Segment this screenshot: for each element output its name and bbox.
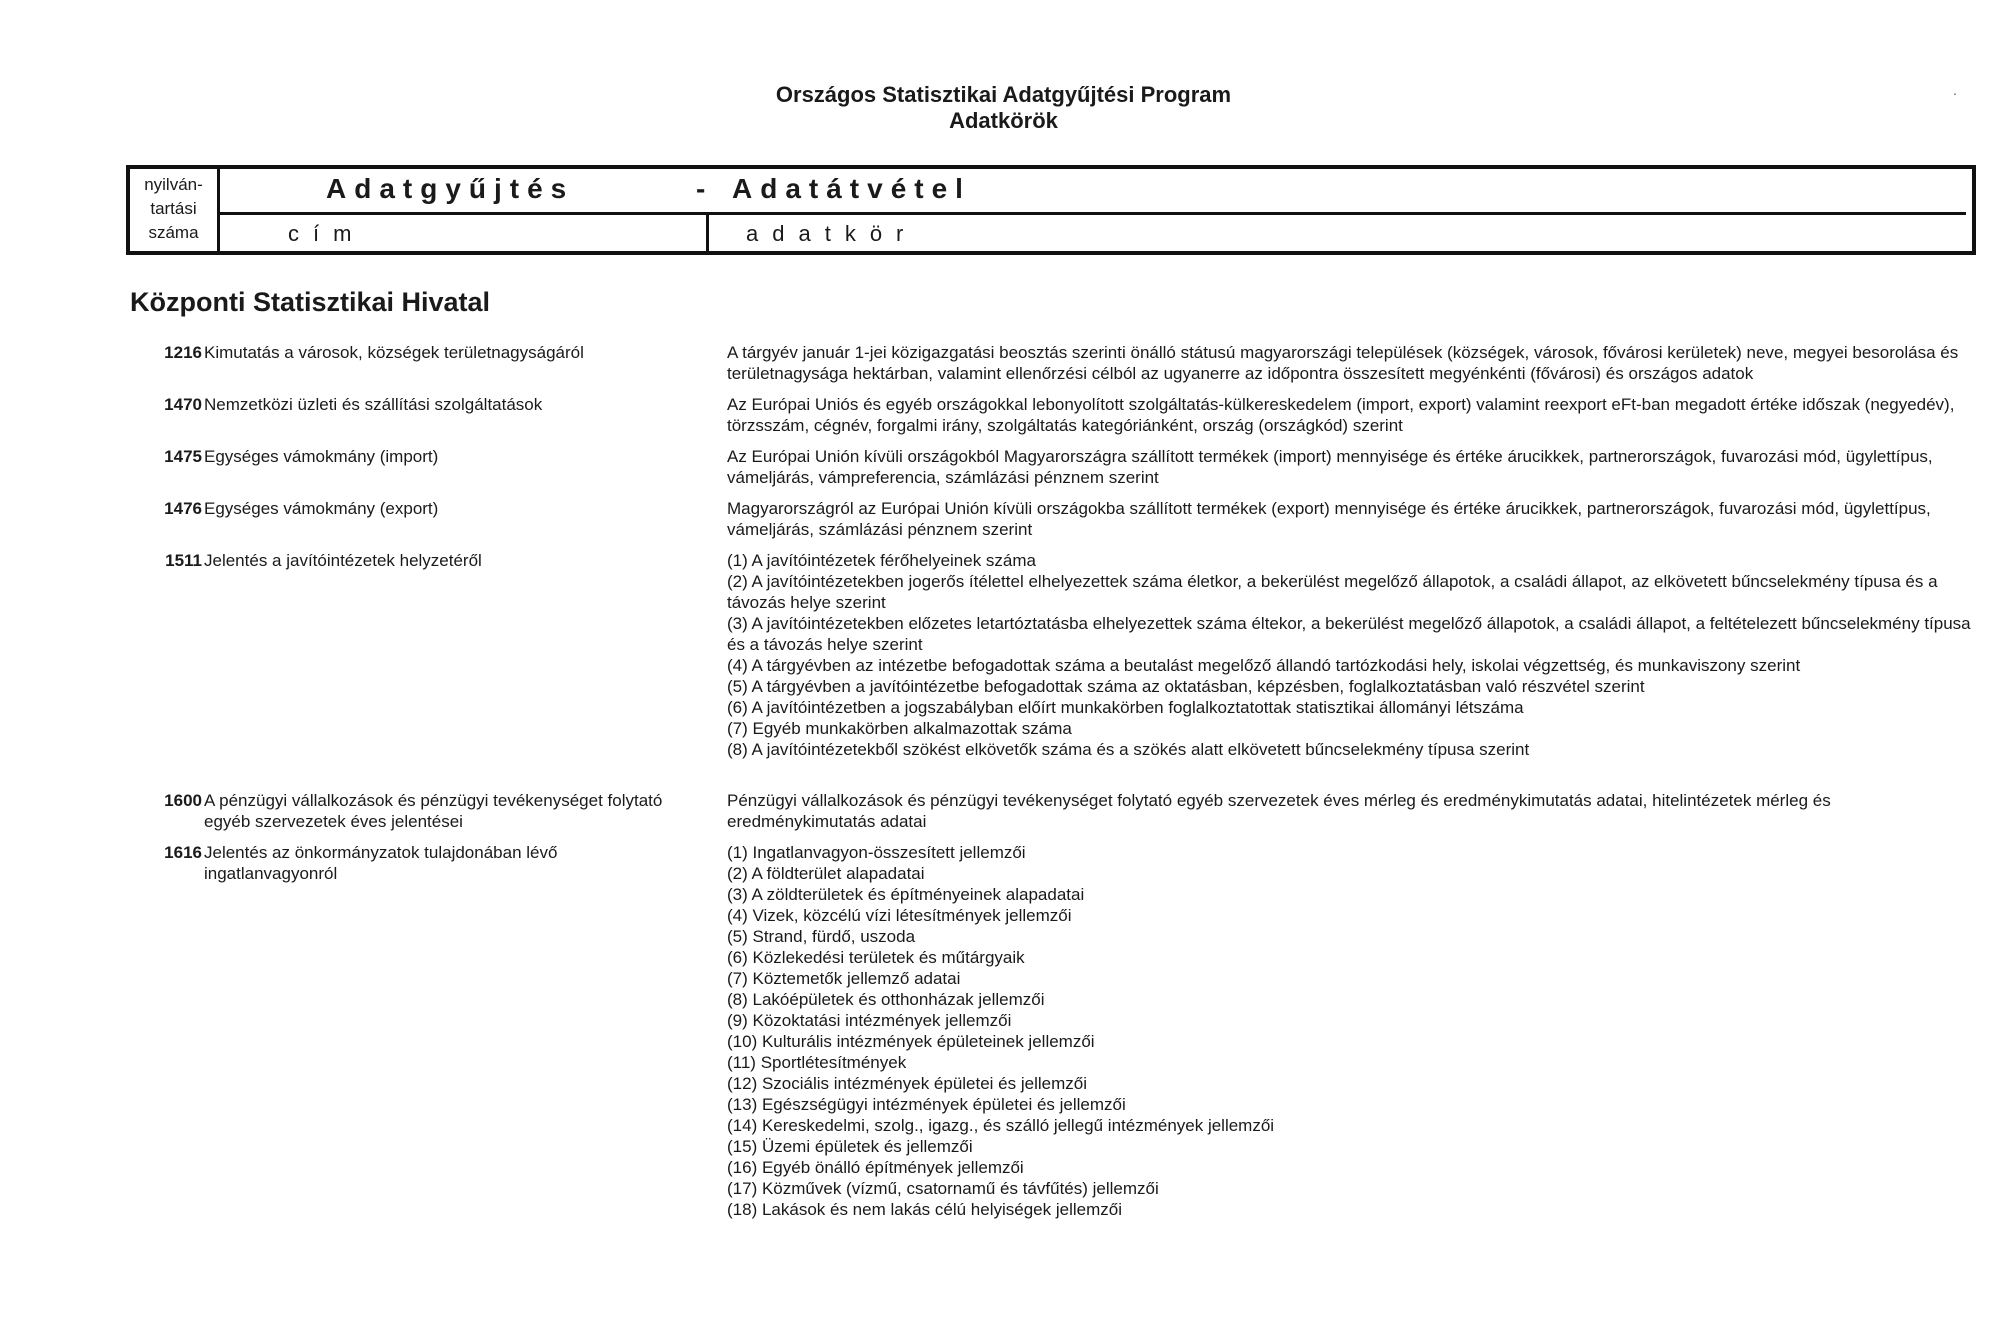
entry-description-line: Magyarországról az Európai Unión kívüli országokba szállított termékek (export) mennyisége és értéke árucikkek, partnerországok, fuvarozási mód, ügylettípus, vámeljárás, számlázási pénznem szerint: [727, 499, 1931, 539]
entry-description-line: (16) Egyéb önálló építmények jellemzői: [727, 1158, 1024, 1177]
entry-description-line: Az Európai Unión kívüli országokból Magyarországra szállított termékek (import) mennyisége és értéke árucikkek, partnerországok, fuvarozási mód, ügylettípus, vámeljárás, vámpreferencia, számlázási pénznem szerint: [727, 447, 1933, 487]
entry-description-line: (4) Vizek, közcélú vízi létesítmények jellemzői: [727, 906, 1072, 925]
entry-description-line: (4) A tárgyévben az intézetbe befogadottak száma a beutalást megelőző állandó tartózkodási hely, iskolai végzettség, és munkaviszony szerint: [727, 656, 1801, 675]
entry-row: [0, 842, 2007, 1220]
entry-title: Jelentés a javítóintézetek helyzetéről: [204, 551, 482, 570]
entry-description-line: (3) A javítóintézetekben előzetes letartóztatásba elhelyezettek száma éltekor, a bekerülést megelőző állapotok, a családi állapot, a feltételezett bűncselekmény típusa és a távozás helye szerint: [727, 614, 1971, 654]
entry-description-line: (14) Kereskedelmi, szolg., igazg., és szálló jellegű intézmények jellemzői: [727, 1116, 1275, 1135]
entry-description-line: (7) Egyéb munkakörben alkalmazottak száma: [727, 719, 1072, 738]
entry-row: [0, 446, 2007, 488]
header-column-divider: [706, 215, 709, 251]
registry-number-label: [130, 169, 220, 251]
entry-description-line: Az Európai Uniós és egyéb országokkal lebonyolított szolgáltatás-külkereskedelem (import, export) valamint reexport eFt-ban megadott értéke időszak (negyedév), törzsszám, cégnév, forgalmi irány, szolgáltatás kategóriánként, ország (országkód) szerint: [727, 395, 1955, 435]
registry-number-label-line1: nyilván-: [144, 175, 203, 194]
entry-title: Egységes vámokmány (import): [204, 447, 439, 466]
organization-heading: Központi Statisztikai Hivatal: [130, 287, 491, 317]
entry-description-line: (13) Egészségügyi intézmények épületei és jellemzői: [727, 1095, 1126, 1114]
registry-number-label-line2: tartási: [150, 199, 197, 218]
entry-code: 1511: [165, 551, 202, 570]
datascope-label: adatkör: [746, 221, 918, 246]
entry-description-line: (6) Közlekedési területek és műtárgyaik: [727, 948, 1025, 967]
entry-description-line: (2) A javítóintézetekben jogerős ítélettel elhelyezettek száma életkor, a bekerülést megelőző állapotok, a családi állapot, az elkövetett bűncselekmény típusa és a távozás helye szerint: [727, 572, 1938, 612]
entry-description: [727, 498, 1977, 540]
entry-code: 1600: [164, 791, 202, 810]
entry-description-line: (11) Sportlétesítmények: [727, 1053, 907, 1072]
entry-row: [0, 550, 2007, 760]
entry-title: Jelentés az önkormányzatok tulajdonában lévő ingatlanvagyonról: [204, 843, 558, 883]
entry-code: 1476: [164, 499, 202, 518]
entry-description-line: Pénzügyi vállalkozások és pénzügyi tevékenységet folytató egyéb szervezetek éves mérleg és eredménykimutatás adatai, hitelintézetek mérleg és eredménykimutatás adatai: [727, 791, 1831, 831]
collection-label: Adatgyűjtés: [326, 173, 575, 204]
entry-title: Nemzetközi üzleti és szállítási szolgáltatások: [204, 395, 543, 414]
entry-description: [727, 342, 1977, 384]
document-title: [0, 82, 2007, 134]
entry-description-line: (1) A javítóintézetek férőhelyeinek száma: [727, 551, 1036, 570]
entry-title: Egységes vámokmány (export): [204, 499, 439, 518]
entry-description-line: A tárgyév január 1-jei közigazgatási beosztás szerinti önálló státusú magyarországi települések (községek, városok, fővárosi kerületek) neve, megyei besorolása és területnagysága hektárban, valamint ellenőrzési célból az ugyanerre az időpontra összesített megyénkénti (fővárosi) és országos adatok: [727, 343, 1959, 383]
reception-label: Adatátvétel: [732, 173, 971, 204]
entry-row: [0, 394, 2007, 436]
entry-description: [727, 394, 1977, 436]
document-title-line2: Adatkörök: [949, 108, 1058, 133]
entry-description: [727, 842, 1977, 1220]
header-table: [126, 165, 1976, 255]
entry-description-line: (17) Közművek (vízmű, csatornamű és távfűtés) jellemzői: [727, 1179, 1159, 1198]
entry-description-line: (3) A zöldterületek és építményeinek alapadatai: [727, 885, 1085, 904]
entry-description-line: (10) Kulturális intézmények épületeinek jellemzői: [727, 1032, 1095, 1051]
document-title-line1: Országos Statisztikai Adatgyűjtési Program: [775, 82, 1232, 107]
entry-row: [0, 790, 2007, 832]
address-label: cím: [288, 221, 366, 246]
entry-description-line: (6) A javítóintézetben a jogszabályban előírt munkakörben foglalkoztatottak statisztikai állományi létszáma: [727, 698, 1524, 717]
entry-description-line: (5) A tárgyévben a javítóintézetbe befogadottak száma az oktatásban, képzésben, foglalkoztatásban való részvétel szerint: [727, 677, 1645, 696]
entry-title: A pénzügyi vállalkozások és pénzügyi tevékenységet folytató egyéb szervezetek éves jelentései: [204, 791, 663, 831]
entry-code: 1475: [164, 447, 202, 466]
entry-description-line: (15) Üzemi épületek és jellemzői: [727, 1137, 973, 1156]
registry-number-label-line3: száma: [148, 223, 199, 242]
corner-mark: .: [1953, 82, 1957, 98]
entry-code: 1216: [164, 343, 202, 362]
entry-description-line: (12) Szociális intézmények épületei és jellemzői: [727, 1074, 1087, 1093]
header-row-divider: [220, 212, 1966, 215]
entry-code: 1470: [164, 395, 202, 414]
entry-title: Kimutatás a városok, községek területnagyságáról: [204, 343, 584, 362]
entry-description-line: (2) A földterület alapadatai: [727, 864, 925, 883]
entry-description-line: (8) A javítóintézetekből szökést elkövetők száma és a szökés alatt elkövetett bűncselekmény típusa szerint: [727, 740, 1530, 759]
entry-description-line: (5) Strand, fürdő, uszoda: [727, 927, 916, 946]
entry-description: [727, 550, 1977, 760]
entry-description-line: (18) Lakások és nem lakás célú helyiségek jellemzői: [727, 1200, 1122, 1219]
header-dash: -: [696, 173, 706, 204]
entry-description: [727, 790, 1977, 832]
entry-code: 1616: [164, 843, 202, 862]
entries-list: [0, 342, 2007, 1230]
entry-description-line: (7) Köztemetők jellemző adatai: [727, 969, 961, 988]
entry-row: [0, 498, 2007, 540]
entry-description-line: (1) Ingatlanvagyon-összesített jellemzői: [727, 843, 1026, 862]
entry-row: [0, 342, 2007, 384]
entry-description: [727, 446, 1977, 488]
entry-description-line: (9) Közoktatási intézmények jellemzői: [727, 1011, 1012, 1030]
entry-description-line: (8) Lakóépületek és otthonházak jellemzői: [727, 990, 1045, 1009]
